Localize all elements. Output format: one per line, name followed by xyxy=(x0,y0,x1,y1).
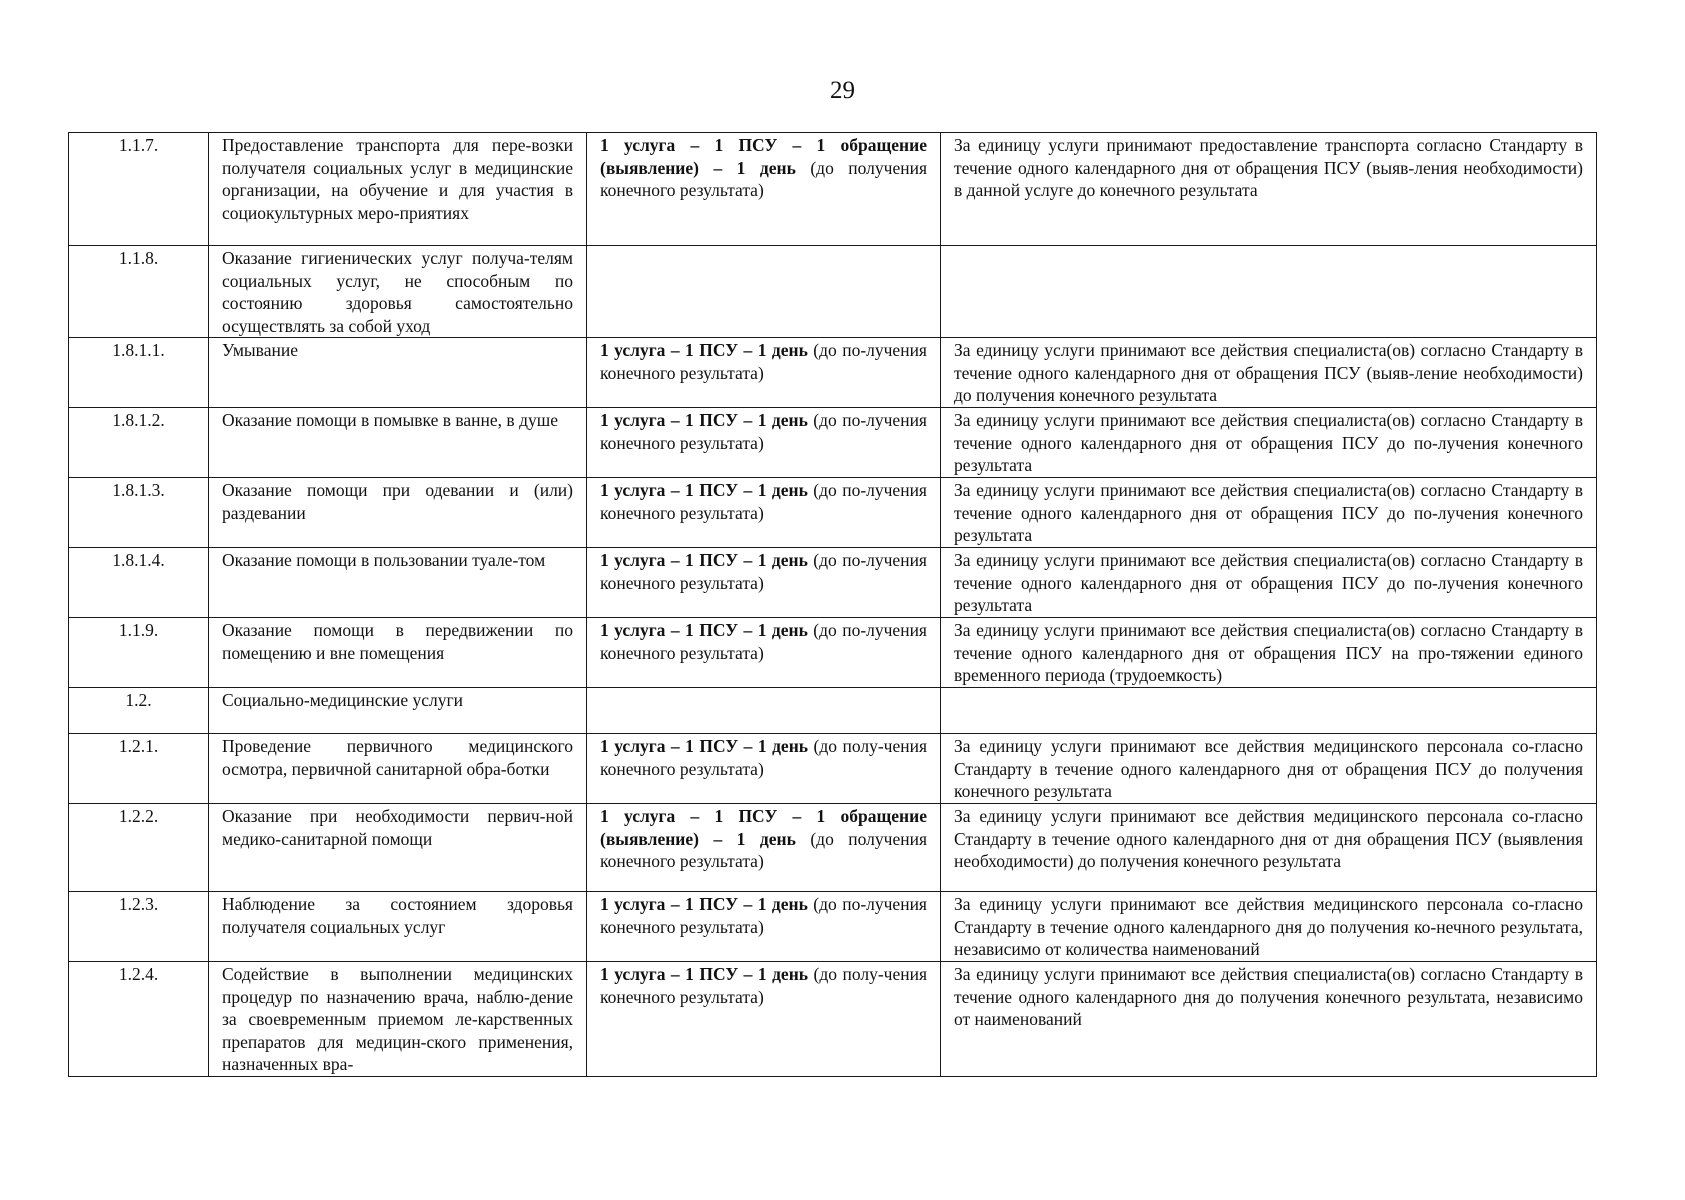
service-name: Умывание xyxy=(209,338,587,408)
service-unit xyxy=(587,338,941,408)
row-number: 1.8.1.2. xyxy=(69,408,209,478)
service-unit-bold: 1 услуга – 1 ПСУ – 1 день xyxy=(600,620,808,640)
service-unit-rest: (до получения конечного результата) xyxy=(600,828,928,871)
service-unit xyxy=(587,133,941,246)
table-row xyxy=(69,962,1597,1077)
service-unit-bold: 1 услуга – 1 ПСУ – 1 день xyxy=(600,736,809,756)
service-unit-rest: (до по-лучения конечного результата) xyxy=(600,550,927,593)
service-unit-bold: 1 услуга – 1 ПСУ – 1 день xyxy=(600,964,809,984)
service-unit xyxy=(587,246,941,338)
service-unit xyxy=(587,734,941,804)
service-description: За единицу услуги принимают все действия специалиста(ов) согласно Стандарту в течение одного календарного дня от обращения ПСУ на про-тяжении единого временного периода (трудоемкость) xyxy=(941,618,1597,688)
service-description: За единицу услуги принимают все действия специалиста(ов) согласно Стандарту в течение одного календарного дня от обращения ПСУ до по-лучения конечного результата xyxy=(941,408,1597,478)
row-number: 1.1.7. xyxy=(69,133,209,246)
row-number: 1.2. xyxy=(69,688,209,734)
service-description: За единицу услуги принимают все действия медицинского персонала со-гласно Стандарту в течение одного календарного дня до получения ко-нечного результата, независимо от количества наименований xyxy=(941,892,1597,962)
table-row xyxy=(69,133,1597,246)
service-name: Оказание помощи в пользовании туале-том xyxy=(209,548,587,618)
row-number: 1.8.1.3. xyxy=(69,478,209,548)
service-unit-bold: 1 услуга – 1 ПСУ – 1 обращение (выявление) – 1 день xyxy=(600,135,927,178)
table-row xyxy=(69,478,1597,548)
service-name: Наблюдение за состоянием здоровья получателя социальных услуг xyxy=(209,892,587,962)
service-description: За единицу услуги принимают все действия специалиста(ов) согласно Стандарту в течение одного календарного дня от обращения ПСУ (выяв-ление необходимости) до получения конечного результата xyxy=(941,338,1597,408)
service-unit-rest: (до по-лучения конечного результата) xyxy=(600,894,927,937)
service-name: Оказание гигиенических услуг получа-телям социальных услуг, не способным по состоянию здоровья самостоятельно осуществлять за собой уход xyxy=(209,246,587,338)
row-number: 1.2.2. xyxy=(69,804,209,892)
services-table xyxy=(68,132,1597,1077)
row-number: 1.8.1.4. xyxy=(69,548,209,618)
table-row xyxy=(69,734,1597,804)
table-row xyxy=(69,688,1597,734)
service-name: Социально-медицинские услуги xyxy=(209,688,587,734)
service-unit xyxy=(587,804,941,892)
service-name: Содействие в выполнении медицинских процедур по назначению врача, наблю-дение за своевременным приемом ле-карственных препаратов для медицин-ского применения, назначенных вра- xyxy=(209,962,587,1077)
service-description: За единицу услуги принимают все действия медицинского персонала со-гласно Стандарту в течение одного календарного дня от обращения ПСУ до получения конечного результата xyxy=(941,734,1597,804)
row-number: 1.1.8. xyxy=(69,246,209,338)
service-name: Оказание помощи в передвижении по помещению и вне помещения xyxy=(209,618,587,688)
table-row xyxy=(69,618,1597,688)
service-description: За единицу услуги принимают предоставление транспорта согласно Стандарту в течение одного календарного дня от обращения ПСУ (выяв-ления необходимости) в данной услуге до конечного результата xyxy=(941,133,1597,246)
service-unit xyxy=(587,548,941,618)
service-description xyxy=(941,246,1597,338)
table-row xyxy=(69,804,1597,892)
row-number: 1.2.1. xyxy=(69,734,209,804)
service-unit xyxy=(587,618,941,688)
service-unit-rest: (до по-лучения конечного результата) xyxy=(600,480,927,523)
table-row xyxy=(69,246,1597,338)
service-unit xyxy=(587,892,941,962)
service-unit-rest: (до по-лучения конечного результата) xyxy=(600,340,927,383)
table-body xyxy=(69,133,1597,1077)
row-number: 1.2.3. xyxy=(69,892,209,962)
table-row xyxy=(69,408,1597,478)
service-unit-bold: 1 услуга – 1 ПСУ – 1 обращение (выявление) – 1 день xyxy=(600,806,927,849)
service-unit-bold: 1 услуга – 1 ПСУ – 1 день xyxy=(600,480,808,500)
service-unit xyxy=(587,688,941,734)
service-description: За единицу услуги принимают все действия специалиста(ов) согласно Стандарту в течение одного календарного дня от обращения ПСУ до по-лучения конечного результата xyxy=(941,548,1597,618)
service-unit-bold: 1 услуга – 1 ПСУ – 1 день xyxy=(600,410,808,430)
row-number: 1.1.9. xyxy=(69,618,209,688)
table-row xyxy=(69,548,1597,618)
page-number: 29 xyxy=(830,77,855,104)
service-unit-rest: (до получения конечного результата) xyxy=(600,157,928,200)
table-row xyxy=(69,338,1597,408)
service-name: Оказание помощи в помывке в ванне, в душе xyxy=(209,408,587,478)
service-unit-bold: 1 услуга – 1 ПСУ – 1 день xyxy=(600,550,808,570)
service-unit-rest: (до по-лучения конечного результата) xyxy=(600,620,927,663)
service-description xyxy=(941,688,1597,734)
service-unit-rest: (до по-лучения конечного результата) xyxy=(600,410,927,453)
row-number: 1.8.1.1. xyxy=(69,338,209,408)
service-unit-rest: (до полу-чения конечного результата) xyxy=(600,964,927,1007)
service-unit xyxy=(587,408,941,478)
service-name: Оказание при необходимости первич-ной медико-санитарной помощи xyxy=(209,804,587,892)
service-unit xyxy=(587,962,941,1077)
service-name: Проведение первичного медицинского осмотра, первичной санитарной обра-ботки xyxy=(209,734,587,804)
row-number: 1.2.4. xyxy=(69,962,209,1077)
table-row xyxy=(69,892,1597,962)
service-unit xyxy=(587,478,941,548)
service-unit-bold: 1 услуга – 1 ПСУ – 1 день xyxy=(600,894,808,914)
service-name: Предоставление транспорта для пере-возки получателя социальных услуг в медицинские организации, на обучение и для участия в социокультурных меро-приятиях xyxy=(209,133,587,246)
service-description: За единицу услуги принимают все действия медицинского персонала со-гласно Стандарту в течение одного календарного дня от дня обращения ПСУ (выявления необходимости) до получения конечного результата xyxy=(941,804,1597,892)
service-unit-bold: 1 услуга – 1 ПСУ – 1 день xyxy=(600,340,808,360)
service-description: За единицу услуги принимают все действия специалиста(ов) согласно Стандарту в течение одного календарного дня до получения конечного результата, независимо от наименований xyxy=(941,962,1597,1077)
service-unit-rest: (до полу-чения конечного результата) xyxy=(600,736,927,779)
service-name: Оказание помощи при одевании и (или) раздевании xyxy=(209,478,587,548)
service-description: За единицу услуги принимают все действия специалиста(ов) согласно Стандарту в течение одного календарного дня от обращения ПСУ до по-лучения конечного результата xyxy=(941,478,1597,548)
